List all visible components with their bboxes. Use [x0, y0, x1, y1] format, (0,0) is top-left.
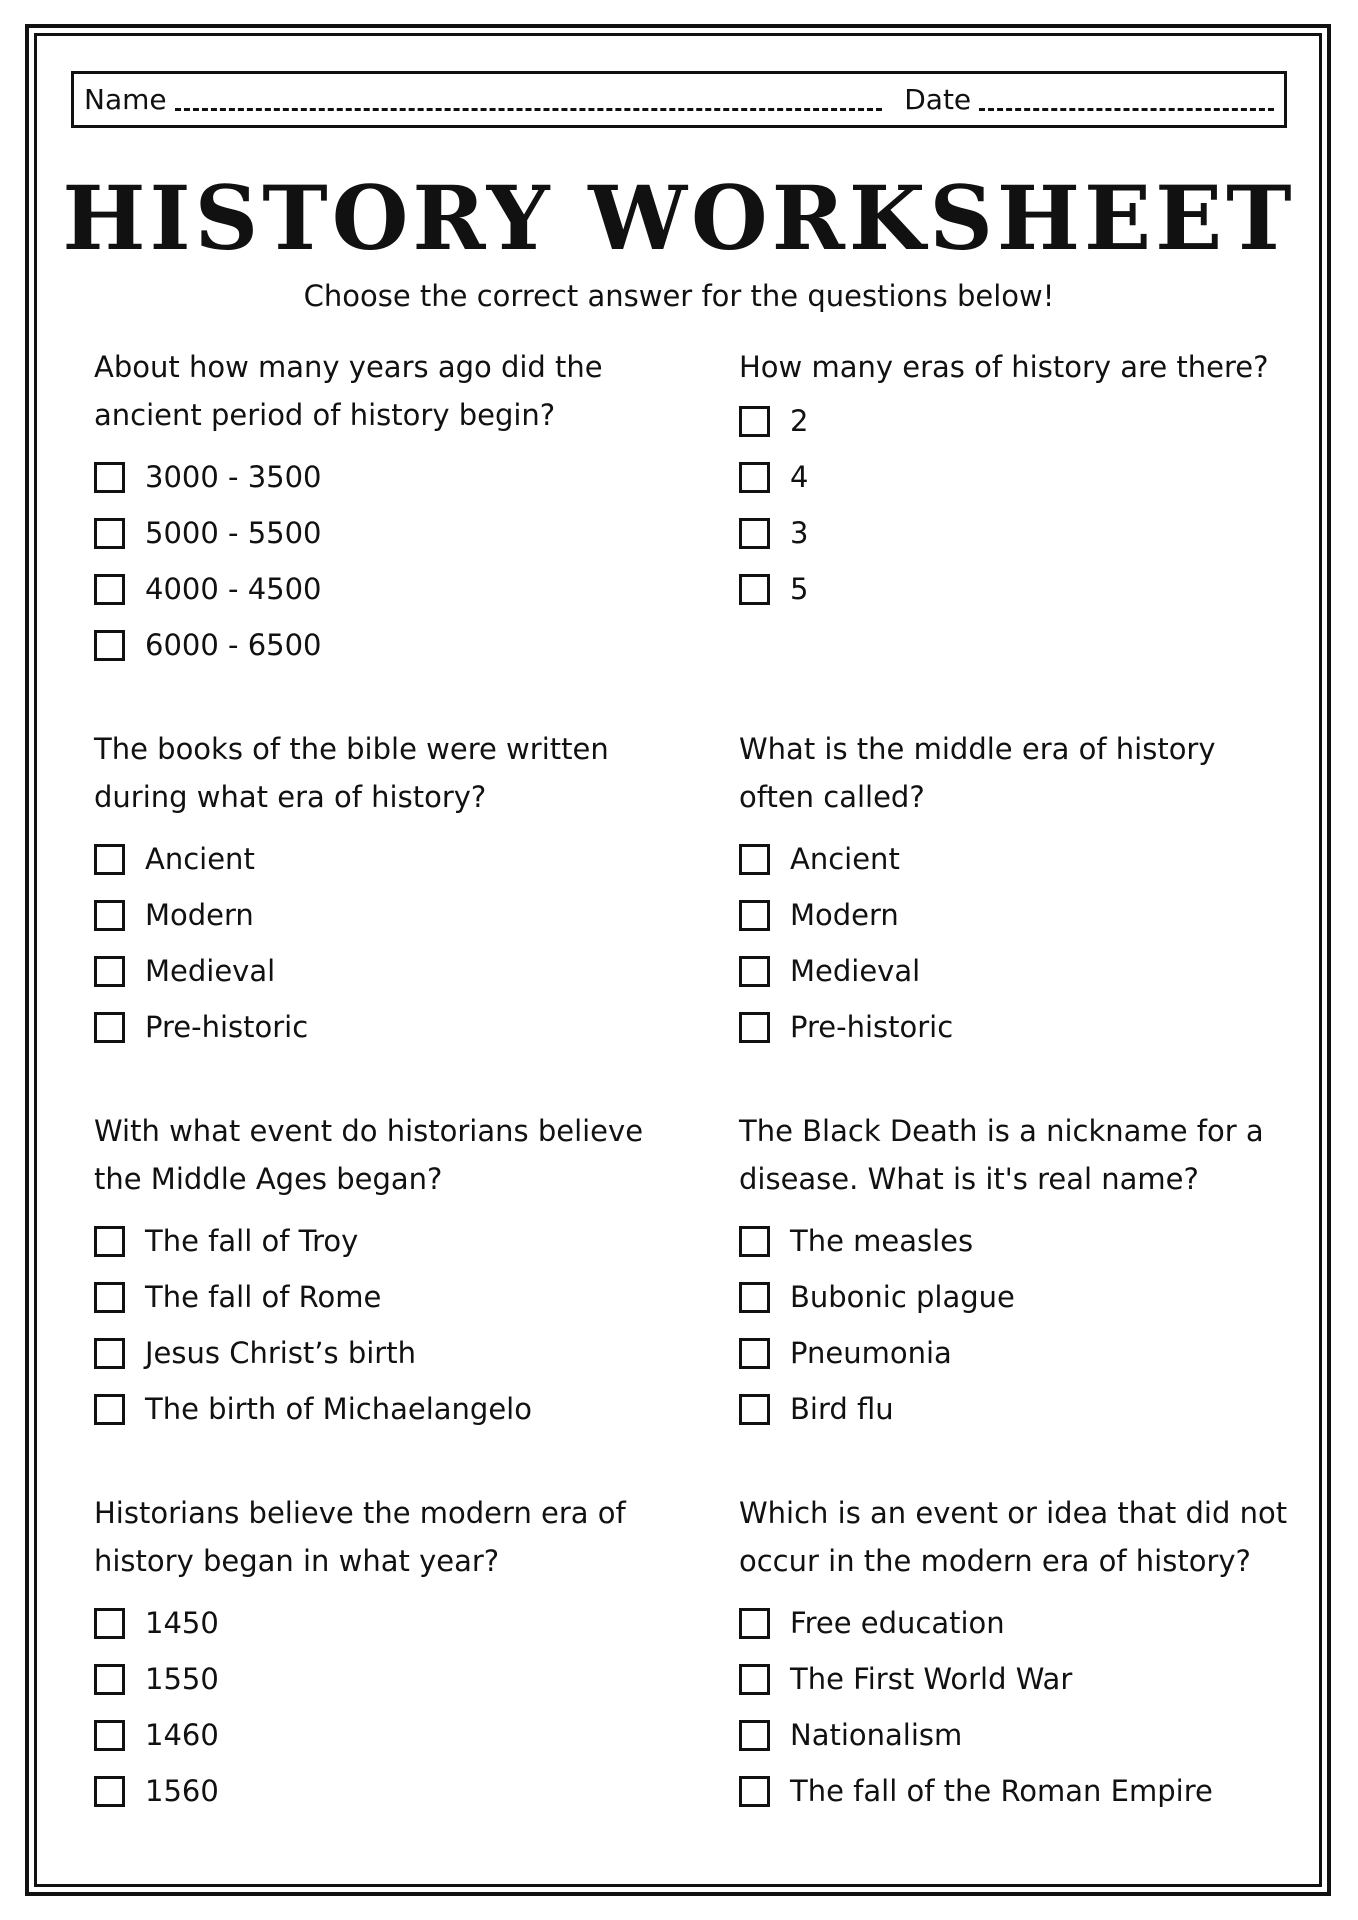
option-label: The fall of Troy — [145, 1224, 359, 1258]
answer-option[interactable] — [94, 449, 654, 505]
answer-option[interactable] — [94, 1269, 654, 1325]
answer-option[interactable] — [739, 943, 1299, 999]
checkbox[interactable] — [94, 844, 125, 875]
answer-option[interactable] — [94, 999, 654, 1055]
checkbox[interactable] — [94, 1664, 125, 1695]
option-label: Medieval — [145, 954, 276, 988]
option-label: 1550 — [145, 1662, 219, 1696]
question-text: How many eras of history are there? — [739, 350, 1269, 384]
option-label: The measles — [790, 1224, 974, 1258]
answer-options — [739, 831, 1299, 1055]
answer-option[interactable] — [739, 887, 1299, 943]
name-field[interactable] — [175, 88, 883, 111]
answer-option[interactable] — [739, 1763, 1299, 1819]
option-label: The fall of Rome — [145, 1280, 382, 1314]
question-text: What is the middle era of history often called? — [739, 732, 1216, 814]
answer-option[interactable] — [94, 1381, 654, 1437]
checkbox[interactable] — [739, 1282, 770, 1313]
worksheet-instructions: Choose the correct answer for the questions below! — [303, 279, 1055, 313]
checkbox[interactable] — [94, 1338, 125, 1369]
answer-option[interactable] — [739, 999, 1299, 1055]
answer-option[interactable] — [739, 1213, 1299, 1269]
worksheet-title: HISTORY WORKSHEET — [62, 166, 1296, 270]
question-2 — [739, 343, 1299, 617]
answer-options — [739, 1595, 1299, 1819]
checkbox[interactable] — [739, 1394, 770, 1425]
checkbox[interactable] — [739, 1012, 770, 1043]
option-label: Medieval — [790, 954, 921, 988]
option-label: 5 — [790, 572, 809, 606]
answer-option[interactable] — [739, 561, 1299, 617]
checkbox[interactable] — [94, 1282, 125, 1313]
option-label: 1450 — [145, 1606, 219, 1640]
answer-option[interactable] — [94, 1213, 654, 1269]
option-label: Pre-historic — [790, 1010, 954, 1044]
answer-option[interactable] — [739, 1269, 1299, 1325]
answer-option[interactable] — [739, 1381, 1299, 1437]
answer-options — [739, 393, 1299, 617]
answer-option[interactable] — [94, 1651, 654, 1707]
option-label: 1560 — [145, 1774, 219, 1808]
option-label: 1460 — [145, 1718, 219, 1752]
date-label: Date — [904, 83, 972, 116]
checkbox[interactable] — [94, 1608, 125, 1639]
answer-option[interactable] — [94, 1707, 654, 1763]
question-text: Which is an event or idea that did not occur in the modern era of history? — [739, 1496, 1288, 1578]
name-label: Name — [84, 83, 167, 116]
option-label: Ancient — [145, 842, 255, 876]
question-1 — [94, 343, 654, 673]
option-label: The First World War — [790, 1662, 1073, 1696]
question-text: About how many years ago did the ancient period of history begin? — [94, 350, 603, 432]
answer-option[interactable] — [739, 831, 1299, 887]
answer-option[interactable] — [94, 1325, 654, 1381]
checkbox[interactable] — [739, 1776, 770, 1807]
option-label: Pneumonia — [790, 1336, 952, 1370]
checkbox[interactable] — [94, 574, 125, 605]
option-label: The fall of the Roman Empire — [790, 1774, 1213, 1808]
answer-option[interactable] — [94, 943, 654, 999]
question-8 — [739, 1489, 1299, 1819]
option-label: 5000 - 5500 — [145, 516, 322, 550]
checkbox[interactable] — [739, 518, 770, 549]
question-5 — [94, 1107, 654, 1437]
answer-options — [94, 1595, 654, 1819]
checkbox[interactable] — [739, 406, 770, 437]
checkbox[interactable] — [94, 956, 125, 987]
option-label: 3 — [790, 516, 809, 550]
checkbox[interactable] — [94, 1776, 125, 1807]
checkbox[interactable] — [94, 518, 125, 549]
checkbox[interactable] — [94, 1720, 125, 1751]
date-field[interactable] — [979, 88, 1274, 111]
answer-options — [94, 1213, 654, 1437]
option-label: 3000 - 3500 — [145, 460, 322, 494]
option-label: Jesus Christ’s birth — [145, 1336, 416, 1370]
checkbox[interactable] — [94, 900, 125, 931]
question-text: With what event do historians believe the Middle Ages began? — [94, 1114, 644, 1196]
answer-option[interactable] — [739, 449, 1299, 505]
question-text: The Black Death is a nickname for a disease. What is it's real name? — [739, 1114, 1264, 1196]
option-label: 6000 - 6500 — [145, 628, 322, 662]
option-label: Ancient — [790, 842, 900, 876]
option-label: Modern — [145, 898, 254, 932]
checkbox[interactable] — [739, 1720, 770, 1751]
answer-option[interactable] — [94, 1595, 654, 1651]
answer-option[interactable] — [94, 1763, 654, 1819]
answer-option[interactable] — [94, 617, 654, 673]
option-label: Modern — [790, 898, 899, 932]
option-label: 2 — [790, 404, 809, 438]
checkbox[interactable] — [94, 1226, 125, 1257]
answer-option[interactable] — [94, 887, 654, 943]
answer-option[interactable] — [94, 831, 654, 887]
checkbox[interactable] — [94, 1394, 125, 1425]
checkbox[interactable] — [739, 462, 770, 493]
option-label: Pre-historic — [145, 1010, 309, 1044]
checkbox[interactable] — [739, 574, 770, 605]
checkbox[interactable] — [739, 1338, 770, 1369]
answer-option[interactable] — [739, 393, 1299, 449]
answer-option[interactable] — [739, 1325, 1299, 1381]
option-label: 4000 - 4500 — [145, 572, 322, 606]
question-text: The books of the bible were written during what era of history? — [94, 732, 609, 814]
option-label: 4 — [790, 460, 809, 494]
answer-options — [94, 449, 654, 673]
checkbox[interactable] — [739, 1226, 770, 1257]
question-4 — [739, 725, 1299, 1055]
checkbox[interactable] — [94, 630, 125, 661]
option-label: The birth of Michaelangelo — [145, 1392, 532, 1426]
answer-option[interactable] — [739, 1707, 1299, 1763]
answer-options — [94, 831, 654, 1055]
checkbox[interactable] — [739, 844, 770, 875]
answer-option[interactable] — [94, 561, 654, 617]
option-label: Nationalism — [790, 1718, 963, 1752]
option-label: Free education — [790, 1606, 1005, 1640]
option-label: Bird flu — [790, 1392, 894, 1426]
answer-option[interactable] — [739, 505, 1299, 561]
checkbox[interactable] — [94, 462, 125, 493]
checkbox[interactable] — [739, 1664, 770, 1695]
checkbox[interactable] — [739, 900, 770, 931]
answer-option[interactable] — [94, 505, 654, 561]
answer-options — [739, 1213, 1299, 1437]
checkbox[interactable] — [94, 1012, 125, 1043]
name-date-bar — [71, 71, 1287, 128]
answer-option[interactable] — [739, 1651, 1299, 1707]
question-7 — [94, 1489, 654, 1819]
checkbox[interactable] — [739, 1608, 770, 1639]
option-label: Bubonic plague — [790, 1280, 1015, 1314]
question-3 — [94, 725, 654, 1055]
question-text: Historians believe the modern era of history began in what year? — [94, 1496, 626, 1578]
checkbox[interactable] — [739, 956, 770, 987]
answer-option[interactable] — [739, 1595, 1299, 1651]
question-6 — [739, 1107, 1299, 1437]
